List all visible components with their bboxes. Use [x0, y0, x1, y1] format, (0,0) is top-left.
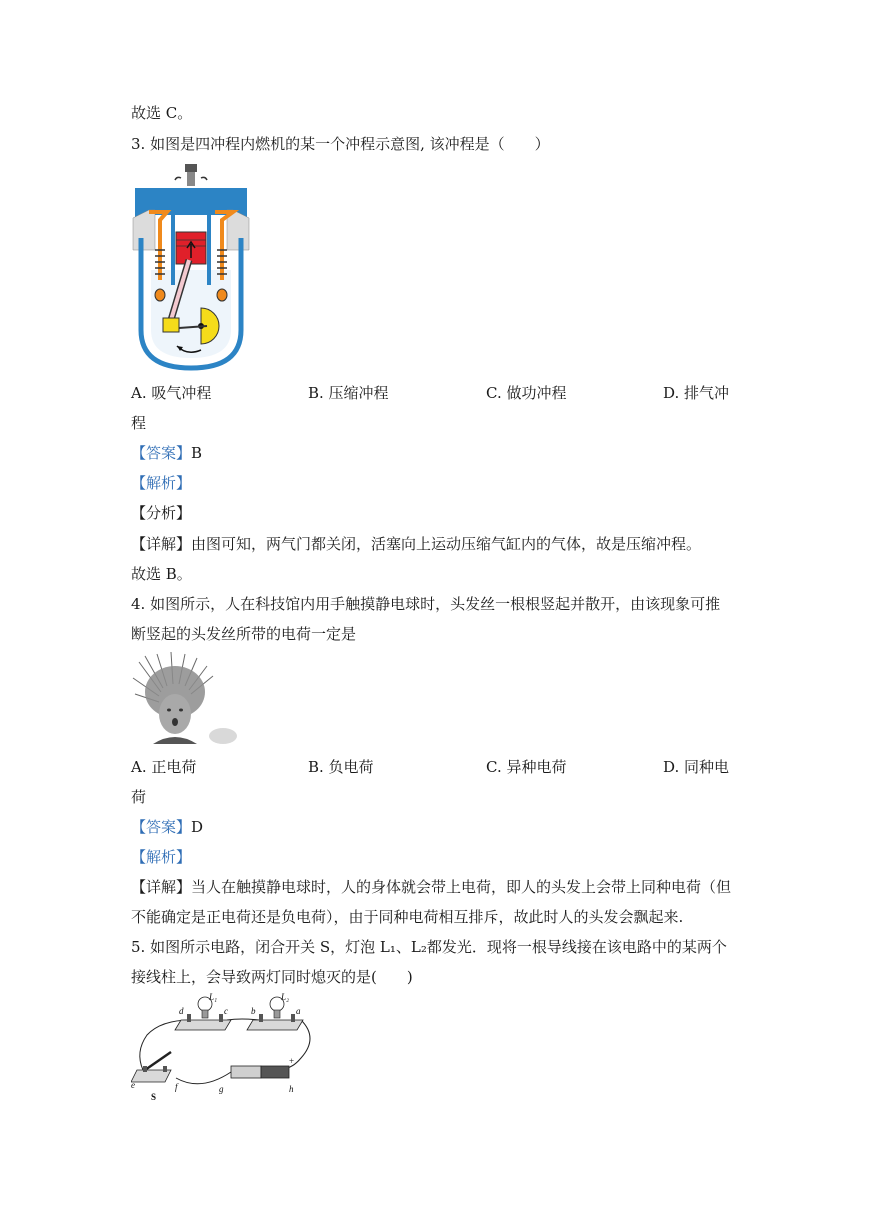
q4-answer	[131, 817, 203, 837]
label-l2: L₂	[281, 992, 290, 1002]
q3-option-a[interactable]: A. 吸气冲程	[131, 384, 212, 402]
detail-text: 由图可知，两气门都关闭，活塞向上运动压缩气缸内的气体，故是压缩冲程。	[191, 535, 702, 553]
q4-detail-line2: 不能确定是正电荷还是负电荷），由于同种电荷相互排斥，故此时人的头发会飘起来.	[131, 908, 684, 926]
label-h: h	[289, 1084, 294, 1094]
q3-option-d[interactable]: D. 排气冲	[663, 384, 730, 402]
answer-value: D	[191, 818, 204, 836]
circuit-diagram	[131, 990, 311, 1105]
q3-option-b[interactable]: B. 压缩冲程	[308, 384, 389, 402]
spark-plug-body	[187, 172, 195, 186]
label-c: c	[224, 1006, 228, 1016]
previous-answer: 故选 C。	[131, 104, 193, 122]
static-hair-photo	[131, 652, 239, 744]
q4-analysis-tag: 【解析】	[131, 848, 192, 866]
answer-value: B	[191, 444, 203, 462]
answer-tag: 【答案】	[131, 818, 192, 836]
label-a: a	[296, 1006, 301, 1016]
q4-detail-line1	[131, 877, 731, 897]
detail-tag: 【详解】	[131, 535, 192, 553]
q5-stem-line2: 接线柱上，会导致两灯同时熄灭的是( )	[131, 968, 413, 986]
face	[159, 694, 191, 734]
label-e: e	[131, 1080, 135, 1090]
q4-option-d[interactable]: D. 同种电	[663, 758, 730, 776]
q4-option-a[interactable]: A. 正电荷	[131, 758, 197, 776]
engine-stroke-diagram	[131, 160, 251, 375]
detail-text: 当人在触摸静电球时，人的身体就会带上电荷，即人的头发上会带上同种电荷（但	[191, 878, 732, 896]
label-b: b	[251, 1006, 256, 1016]
label-plus: +	[289, 1056, 295, 1066]
q4-option-c[interactable]: C. 异种电荷	[486, 758, 567, 776]
spark-plug-cap	[185, 164, 197, 172]
q3-detail	[131, 534, 701, 554]
label-d: d	[179, 1006, 184, 1016]
q3-analysis-tag: 【解析】	[131, 474, 192, 492]
label-s: S	[151, 1092, 157, 1102]
q4-stem-line2: 断竖起的头发丝所带的电荷一定是	[131, 625, 357, 643]
detail-tag: 【详解】	[131, 878, 192, 896]
battery-cell-2	[261, 1066, 289, 1078]
switch-lever	[145, 1052, 171, 1070]
q3-conclusion: 故选 B。	[131, 565, 192, 583]
q4-option-d-wrap: 荷	[131, 788, 147, 806]
battery-cell-1	[231, 1066, 261, 1078]
q3-option-c[interactable]: C. 做功冲程	[486, 384, 567, 402]
q3-fenxi-tag: 【分析】	[131, 504, 192, 522]
q3-stem: 3. 如图是四冲程内燃机的某一个冲程示意图, 该冲程是（ ）	[131, 135, 550, 153]
q3-option-d-wrap: 程	[131, 414, 147, 432]
q4-option-b[interactable]: B. 负电荷	[308, 758, 374, 776]
q4-stem-line1: 4. 如图所示，人在科技馆内用手触摸静电球时，头发丝一根根竖起并散开，由该现象可推	[131, 595, 721, 613]
label-g: g	[219, 1084, 224, 1094]
label-l1: L₁	[209, 992, 218, 1002]
q3-answer	[131, 443, 202, 463]
answer-tag: 【答案】	[131, 444, 192, 462]
label-f: f	[175, 1082, 178, 1092]
q5-stem-line1: 5. 如图所示电路，闭合开关 S，灯泡 L₁、L₂都发光．现将一根导线接在该电路中的某两个	[131, 938, 727, 956]
electrostatic-ball	[209, 728, 237, 744]
wire-bottom	[176, 1072, 231, 1084]
